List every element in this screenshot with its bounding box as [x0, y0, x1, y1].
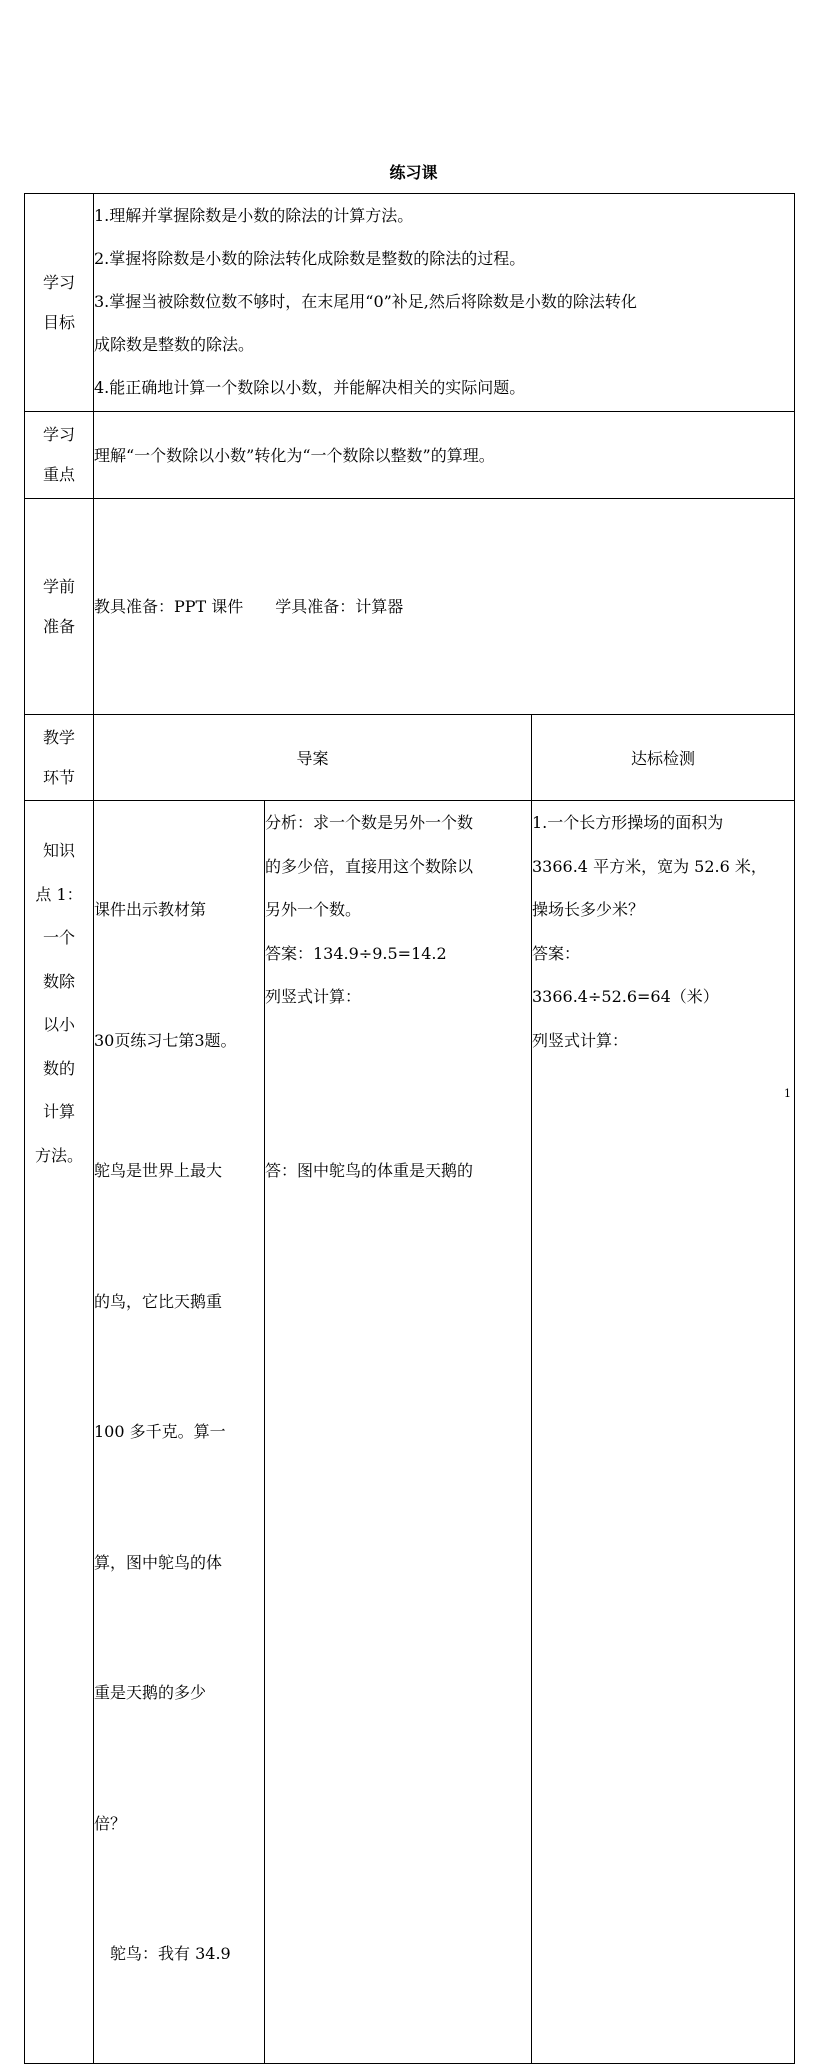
knowledge-label-line: 点 1：	[35, 884, 83, 904]
knowledge-label-line: 计算	[42, 1102, 75, 1121]
objectives-content	[94, 194, 795, 412]
guide-left-line: 的鸟，它比天鹅重	[94, 1291, 223, 1311]
guide-left-line: 重是天鹅的多少	[94, 1683, 207, 1702]
objective-item: 4.能正确地计算一个数除以小数，并能解决相关的实际问题。	[94, 378, 526, 397]
guide-right-line: 的多少倍，直接用这个数除以	[265, 856, 474, 876]
objective-item: 2.掌握将除数是小数的除法转化成除数是整数的除法的过程。	[94, 249, 526, 268]
guide-header: 导案	[94, 715, 532, 801]
guide-left-line: 课件出示教材第	[94, 900, 207, 919]
knowledge-label-line: 一个	[42, 928, 75, 947]
page-number: 1	[784, 1087, 791, 1100]
guide-left-cell	[94, 801, 265, 2064]
preparation-label-line2: 准备	[42, 616, 75, 636]
check-header: 达标检测	[532, 715, 795, 801]
preparation-content	[94, 499, 795, 715]
check-line: 3366.4÷52.6=64（米）	[532, 987, 719, 1006]
guide-right-line: 分析：求一个数是另外一个数	[265, 813, 474, 832]
guide-right-line: 答案：134.9÷9.5=14.2	[265, 943, 447, 963]
teaching-label	[25, 715, 94, 801]
preparation-label	[25, 499, 94, 715]
preparation-label-line1: 学前	[42, 576, 75, 596]
objective-item: 3.掌握当被除数位数不够时，在末尾用“0”补足,然后将除数是小数的除法转化	[94, 292, 637, 311]
objectives-label	[25, 194, 94, 412]
guide-right-line: 另外一个数。	[265, 900, 362, 919]
preparation-text: 教具准备：PPT 课件 学具准备：计算器	[94, 597, 404, 616]
objectives-label-line1: 学习	[42, 272, 75, 292]
check-line: 1.一个长方形操场的面积为	[532, 813, 724, 832]
objectives-row	[25, 194, 795, 412]
check-line: 答案：	[532, 943, 581, 963]
knowledge-label-line: 知识	[42, 841, 75, 860]
objectives-label-line2: 目标	[42, 312, 75, 332]
objective-item: 成除数是整数的除法。	[94, 335, 255, 354]
key-points-label-line2: 重点	[42, 465, 75, 484]
knowledge-label-line: 方法。	[34, 1145, 83, 1165]
key-points-row	[25, 412, 795, 499]
preparation-row	[25, 499, 795, 715]
key-points-label-line1: 学习	[42, 425, 75, 444]
guide-right-cell	[265, 801, 532, 2064]
knowledge-label-line: 以小	[42, 1015, 75, 1034]
guide-left-line: 倍？	[94, 1813, 127, 1833]
teaching-header-row	[25, 715, 795, 801]
lesson-plan-table	[24, 193, 795, 2064]
objective-item: 1.理解并掌握除数是小数的除法的计算方法。	[94, 206, 414, 225]
key-points-label	[25, 412, 94, 499]
guide-left-line: 100 多千克。算一	[94, 1422, 226, 1441]
teaching-label-line2: 环节	[42, 767, 75, 787]
check-line: 3366.4 平方米，宽为 52.6 米，	[532, 856, 767, 876]
guide-right-answer: 答：图中鸵鸟的体重是天鹅的	[265, 1160, 474, 1180]
teaching-label-line1: 教学	[42, 727, 75, 747]
check-line: 操场长多少米？	[532, 900, 645, 919]
knowledge-point-1-label	[25, 801, 94, 2064]
key-points-text: 理解“一个数除以小数”转化为“一个数除以整数”的算理。	[94, 445, 495, 465]
check-line: 列竖式计算：	[532, 1030, 629, 1050]
knowledge-label-line: 数除	[42, 971, 75, 991]
guide-left-line: 算，图中鸵鸟的体	[94, 1552, 223, 1572]
vertical-calculation-space	[265, 1019, 531, 1149]
knowledge-label-line: 数的	[42, 1058, 75, 1078]
guide-left-line: 鸵鸟是世界上最大	[94, 1161, 223, 1180]
key-points-content	[94, 412, 795, 499]
guide-left-line: 30页练习七第3题。	[94, 1030, 237, 1050]
knowledge-point-1-row	[25, 801, 795, 2064]
guide-left-line: 鸵鸟：我有 34.9	[94, 1944, 231, 1963]
check-cell	[532, 801, 795, 2064]
guide-right-line: 列竖式计算：	[265, 987, 362, 1006]
page-title: 练习课	[389, 163, 438, 182]
